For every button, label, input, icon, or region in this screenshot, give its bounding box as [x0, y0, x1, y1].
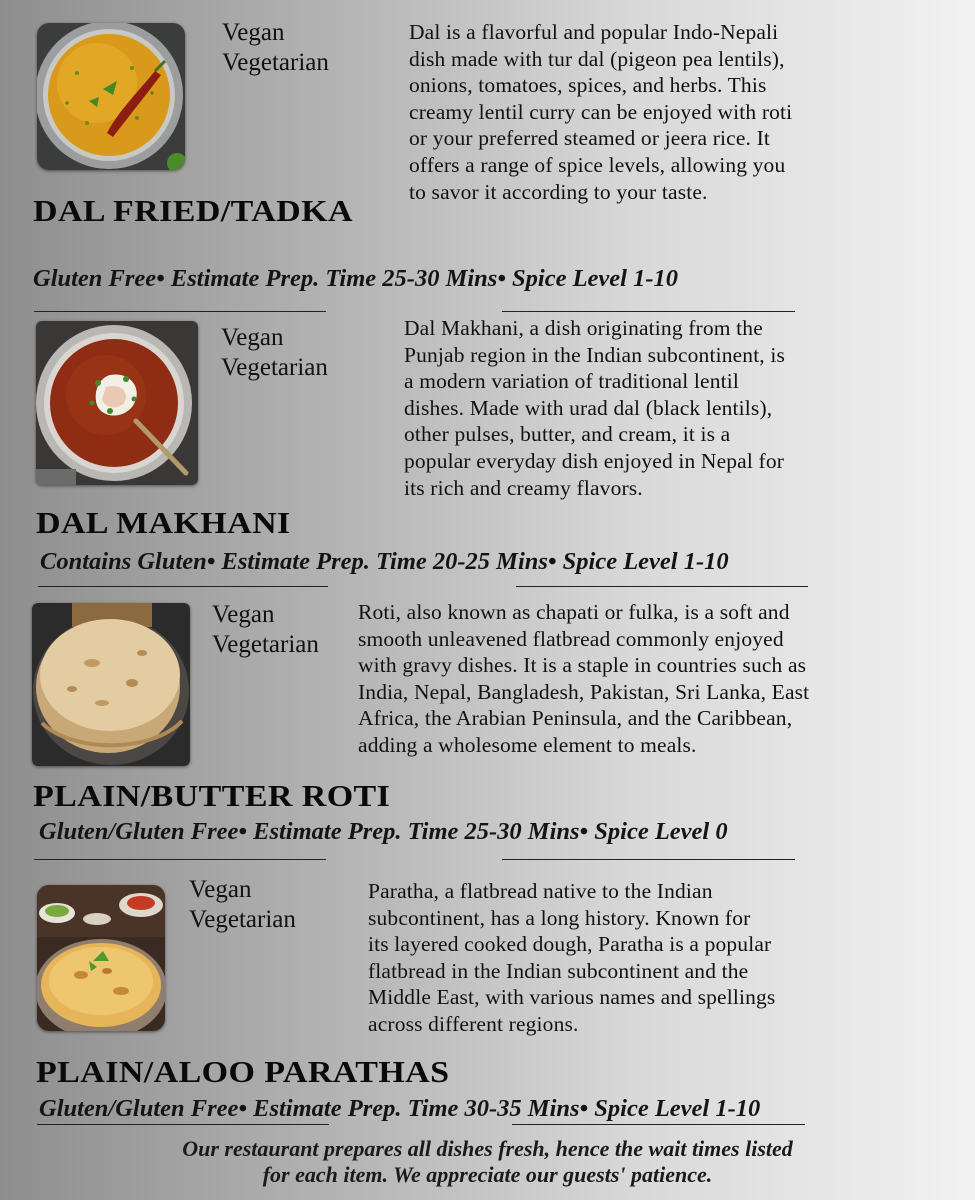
divider [34, 859, 326, 860]
description-line: onions, tomatoes, spices, and herbs. This [409, 73, 767, 98]
description-line: with gravy dishes. It is a staple in countries such as [358, 653, 807, 678]
roti-description [358, 599, 809, 759]
description-line: adding a wholesome element to meals. [358, 732, 697, 757]
description-line: popular everyday dish enjoyed in Nepal for [404, 448, 785, 473]
dal-makhani-image [36, 321, 198, 485]
footer-line: for each item. We appreciate our guests' patience. [262, 1162, 713, 1187]
divider [34, 311, 326, 312]
description-line: India, Nepal, Bangladesh, Pakistan, Sri Lanka, East [358, 679, 810, 704]
vegan-tag: Vegan [189, 876, 252, 903]
divider [38, 586, 328, 587]
vegetarian-tag: Vegetarian [212, 631, 319, 658]
description-line: a modern variation of traditional lentil [404, 369, 739, 394]
dal-tadka-tags [222, 18, 329, 78]
description-line: across different regions. [368, 1011, 579, 1036]
description-line: subcontinent, has a long history. Known for [368, 905, 751, 930]
divider [37, 1124, 329, 1125]
dal-makhani-description [404, 315, 785, 501]
description-line: its rich and creamy flavors. [404, 475, 643, 500]
divider [502, 311, 795, 312]
description-line: Roti, also known as chapati or fulka, is a soft and [358, 600, 790, 624]
roti-title: PLAIN/BUTTER ROTI [33, 780, 391, 814]
dal-makhani-title: DAL MAKHANI [36, 507, 291, 541]
paratha-image [37, 885, 165, 1031]
description-line: creamy lentil curry can be enjoyed with roti [409, 99, 793, 124]
vegetarian-tag: Vegetarian [189, 906, 296, 933]
description-line: dishes. Made with urad dal (black lentils), [404, 395, 773, 420]
vegan-tag: Vegan [222, 19, 285, 46]
description-line: Middle East, with various names and spellings [368, 985, 776, 1010]
dal-makhani-info: Contains Gluten• Estimate Prep. Time 20-25 Mins• Spice Level 1-10 [40, 548, 729, 575]
roti-tags [212, 600, 319, 660]
description-line: Africa, the Arabian Peninsula, and the Caribbean, [358, 706, 793, 731]
description-line: Dal Makhani, a dish originating from the [404, 316, 763, 340]
description-line: or your preferred steamed or jeera rice. It [409, 126, 771, 151]
description-line: Dal is a flavorful and popular Indo-Nepali [409, 20, 779, 44]
description-line: dish made with tur dal (pigeon pea lentils), [409, 46, 785, 71]
vegetarian-tag: Vegetarian [222, 49, 329, 76]
paratha-title: PLAIN/ALOO PARATHAS [36, 1056, 450, 1090]
footer-note [0, 1136, 975, 1188]
divider [502, 859, 795, 860]
dal-tadka-image [37, 23, 185, 170]
dal-tadka-info: Gluten Free• Estimate Prep. Time 25-30 Mins• Spice Level 1-10 [33, 265, 679, 292]
description-line: to savor it according to your taste. [409, 179, 708, 204]
description-line: Punjab region in the Indian subcontinent, is [404, 342, 786, 367]
dal-tadka-title: DAL FRIED/TADKA [33, 195, 353, 229]
vegetarian-tag: Vegetarian [221, 354, 328, 381]
roti-image [32, 603, 190, 766]
description-line: Paratha, a flatbread native to the Indian [368, 879, 713, 903]
paratha-info: Gluten/Gluten Free• Estimate Prep. Time 30-35 Mins• Spice Level 1-10 [39, 1095, 761, 1122]
dal-tadka-description [409, 19, 792, 205]
description-line: its layered cooked dough, Paratha is a popular [368, 932, 772, 957]
paratha-description [368, 878, 775, 1038]
description-line: other pulses, butter, and cream, it is a [404, 422, 731, 447]
vegan-tag: Vegan [221, 324, 284, 351]
roti-info: Gluten/Gluten Free• Estimate Prep. Time 25-30 Mins• Spice Level 0 [39, 818, 728, 845]
divider [516, 586, 808, 587]
footer-line: Our restaurant prepares all dishes fresh, hence the wait times listed [182, 1136, 793, 1161]
description-line: smooth unleavened flatbread commonly enjoyed [358, 626, 784, 651]
description-line: offers a range of spice levels, allowing you [409, 152, 786, 177]
vegan-tag: Vegan [212, 601, 275, 628]
description-line: flatbread in the Indian subcontinent and the [368, 958, 749, 983]
paratha-tags [189, 875, 296, 935]
dal-makhani-tags [221, 323, 328, 383]
divider [512, 1124, 805, 1125]
